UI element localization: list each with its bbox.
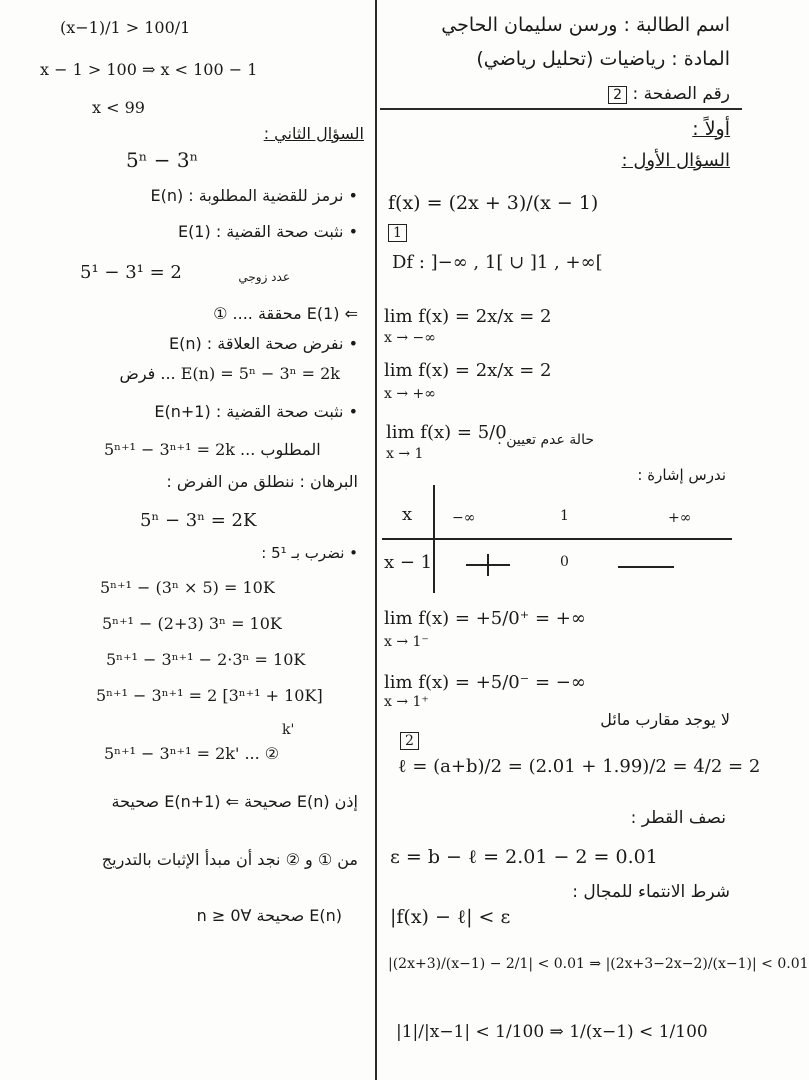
absolute-inequality-step: |(2x+3)/(x−1) − 2/1| < 0.01 ⇒ |(2x+3−2x−2)/(x−1)| < 0.01 <box>388 956 809 972</box>
item-1-marker: 1 <box>388 222 407 242</box>
expression: 5ⁿ − 3ⁿ <box>126 148 199 172</box>
function-definition: f(x) = (2x + 3)/(x − 1) <box>388 192 599 214</box>
page-label: رقم الصفحة : <box>632 84 730 104</box>
base-equation: 5ⁿ − 3ⁿ = 2K <box>140 510 257 531</box>
limit-plus-infinity-under: x → +∞ <box>384 386 436 402</box>
item-2-marker: 2 <box>400 730 419 750</box>
prove-en1-line: • نثبت صحة القضية : E(n+1) <box>154 402 358 421</box>
step-four: 5ⁿ⁺¹ − 3ⁿ⁺¹ = 2 [3ⁿ⁺¹ + 10K] <box>96 686 323 705</box>
step-five: 5ⁿ⁺¹ − 3ⁿ⁺¹ = 2k' ... ② <box>104 744 280 763</box>
limit-minus-infinity: lim f(x) = 2x/x = 2 <box>384 306 552 327</box>
limit-at-one-under: x → 1 <box>386 446 424 462</box>
study-sign-note: ندرس إشارة : <box>637 466 726 484</box>
sign-minus-tick <box>487 554 489 576</box>
step-three: 5ⁿ⁺¹ − 3ⁿ⁺¹ − 2·3ⁿ = 10K <box>106 650 306 669</box>
limit-minus-infinity-under: x → −∞ <box>384 330 436 346</box>
absolute-inequality: |f(x) − ℓ| < ε <box>390 906 511 928</box>
step-one: 5ⁿ⁺¹ − (3ⁿ × 5) = 10K <box>100 578 275 597</box>
sign-table-one: 1 <box>560 508 569 524</box>
limit-one-plus-under: x → 1⁺ <box>384 694 429 710</box>
sign-table-horizontal-line <box>382 538 732 540</box>
center-formula: ℓ = (a+b)/2 = (2.01 + 1.99)/2 = 4/2 = 2 <box>398 756 761 777</box>
sign-plus-dash <box>618 566 674 568</box>
absolute-inequality-final: |1|/|x−1| < 1/100 ⇒ 1/(x−1) < 1/100 <box>396 1022 708 1042</box>
epsilon-line: ε = b − ℓ = 2.01 − 2 = 0.01 <box>390 846 658 868</box>
question-one-heading: السؤال الأول : <box>621 150 730 171</box>
indeterminate-note: حالة عدم تعيين : <box>497 432 594 448</box>
top-fraction-inequality: (x−1)/1 > 100/1 <box>60 18 191 37</box>
step-four-k-prime: k' <box>282 722 295 738</box>
no-oblique-asymptote: لا يوجد مقارب مائل <box>600 710 730 729</box>
domain-line: Df : ]−∞ , 1[ ∪ ]1 , +∞[ <box>392 252 603 273</box>
top-inequality-step: x − 1 > 100 ⇒ x < 100 − 1 <box>40 60 258 79</box>
sign-table-zero: 0 <box>560 554 569 570</box>
page-number-row <box>608 84 730 104</box>
step-two: 5ⁿ⁺¹ − (2+3) 3ⁿ = 10K <box>102 614 282 633</box>
membership-condition: شرط الانتماء للمجال : <box>572 882 730 902</box>
page-number: 2 <box>608 86 627 104</box>
top-inequality-result: x < 99 <box>92 98 145 117</box>
sign-table-row-label: x − 1 <box>384 552 433 573</box>
prove-e1-line: • نثبت صحة القضية : E(1) <box>177 222 358 241</box>
even-number-note: عدد زوجي <box>238 270 290 284</box>
target-equation: 5ⁿ⁺¹ − 3ⁿ⁺¹ = 2k ... المطلوب <box>104 440 321 459</box>
limit-at-one: lim f(x) = 5/0 <box>386 422 507 443</box>
subject-line: المادة : رياضيات (تحليل رياضي) <box>476 48 730 70</box>
conclusion-implication: إذن E(n) صحيحة ⇐ E(n+1) صحيحة <box>111 792 358 811</box>
header-separator <box>380 108 742 110</box>
section-first: أولاً : <box>692 118 730 140</box>
proof-hint: البرهان : ننطلق من الفرض : <box>166 472 358 491</box>
limit-one-plus: lim f(x) = +5/0⁻ = −∞ <box>384 672 586 693</box>
en-equation: E(n) = 5ⁿ − 3ⁿ = 2k ... فرض <box>119 364 340 383</box>
half-length-heading: نصف القطر : <box>630 808 726 828</box>
multiply-note: • نضرب بـ 5¹ : <box>261 544 358 562</box>
sign-table-x-label: x <box>402 504 413 525</box>
limit-plus-infinity: lim f(x) = 2x/x = 2 <box>384 360 552 381</box>
student-name: اسم الطالبة : ورسن سليمان الحاجي <box>441 14 730 36</box>
e1-verified: ⇐ E(1) محققة .... ① <box>213 304 358 323</box>
limit-one-minus-under: x → 1⁻ <box>384 634 429 650</box>
sign-table-minus-inf: −∞ <box>452 510 476 526</box>
assume-line: • نفرض صحة العلاقة : E(n) <box>168 334 358 353</box>
symbol-line: • نرمز للقضية المطلوبة : E(n) <box>150 186 358 205</box>
e1-calculation: 5¹ − 3¹ = 2 <box>80 262 182 283</box>
sign-table-plus-inf: +∞ <box>668 510 692 526</box>
question-two-heading: السؤال الثاني : <box>263 124 364 143</box>
conclusion-final: E(n) صحيحة ∀n ≥ 0 <box>196 906 342 925</box>
conclusion-induction: من ① و ② نجد أن مبدأ الإثبات بالتدريج <box>101 850 358 869</box>
column-divider <box>375 0 377 1080</box>
limit-one-minus: lim f(x) = +5/0⁺ = +∞ <box>384 608 586 629</box>
